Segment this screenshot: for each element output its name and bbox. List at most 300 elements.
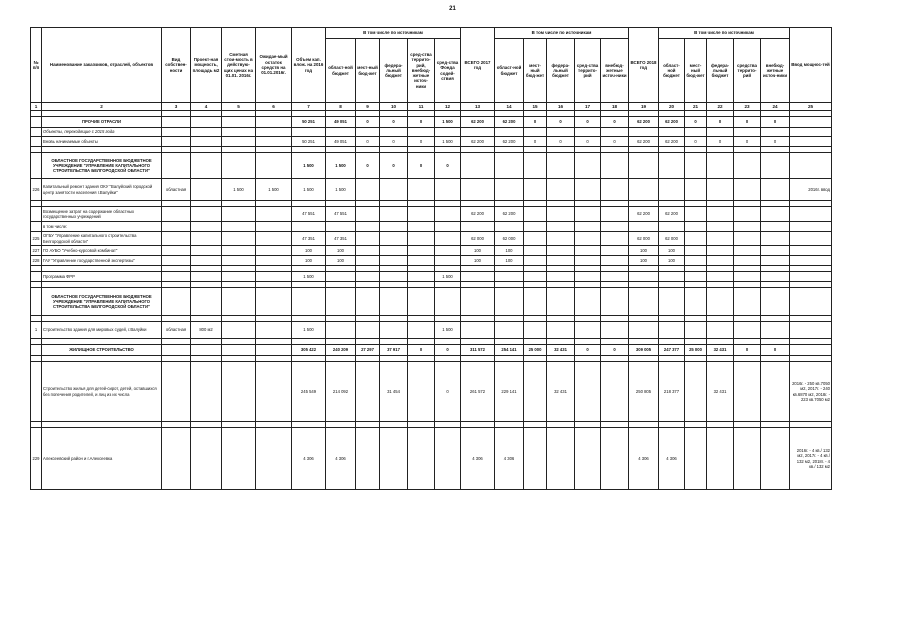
subheader-sub3-3: средства террито-рий	[734, 39, 761, 103]
column-number: 18	[601, 103, 629, 111]
table-row	[31, 322, 832, 339]
subheader-sub1-1: мест-ный бюд-жет	[356, 39, 380, 103]
subheader-sub1-4: сред-ства Фонда содей-ствия	[435, 39, 461, 103]
column-number: 21	[685, 103, 707, 111]
row-cell	[790, 117, 832, 128]
row-cell	[380, 222, 408, 232]
row-cell: 0	[380, 117, 408, 128]
row-cell	[380, 232, 408, 246]
row-cell	[734, 222, 761, 232]
row-cell: 62 200	[629, 137, 659, 147]
row-cell	[435, 428, 461, 490]
row-cell: 218 377	[659, 362, 685, 422]
row-cell: 100	[659, 246, 685, 256]
row-cell	[601, 207, 629, 222]
row-cell: 0	[435, 362, 461, 422]
column-number: 12	[435, 103, 461, 111]
row-cell: 0	[356, 137, 380, 147]
row-cell: 62 200	[461, 137, 495, 147]
row-cell	[790, 137, 832, 147]
row-name: ГАУ "Управление государственной экспертизы"	[42, 256, 162, 266]
row-cell	[162, 232, 191, 246]
row-cell	[162, 222, 191, 232]
col-remaining: Ожидае-мый остаток средств на 01.01.2016г.	[256, 28, 292, 103]
row-cell	[790, 207, 832, 222]
row-cell	[761, 222, 790, 232]
row-number	[31, 128, 42, 137]
row-number: 226	[31, 179, 42, 201]
row-cell	[408, 322, 435, 339]
row-cell: 62 000	[659, 232, 685, 246]
row-cell	[380, 322, 408, 339]
row-cell	[629, 288, 659, 316]
row-cell	[380, 246, 408, 256]
row-cell	[734, 179, 761, 201]
row-cell	[222, 232, 256, 246]
row-cell	[162, 128, 191, 137]
row-cell	[659, 288, 685, 316]
row-cell	[292, 128, 326, 137]
row-name: Алексеевский район и г.Алексеевка	[42, 428, 162, 490]
row-cell	[761, 256, 790, 266]
row-cell	[734, 256, 761, 266]
row-cell	[356, 322, 380, 339]
row-cell	[461, 222, 495, 232]
row-cell: 240 209	[326, 345, 356, 356]
row-cell: 47 551	[292, 207, 326, 222]
row-cell	[734, 362, 761, 422]
row-cell	[191, 362, 222, 422]
row-cell: 1 500	[222, 179, 256, 201]
row-cell	[461, 288, 495, 316]
row-cell	[408, 428, 435, 490]
row-cell	[222, 128, 256, 137]
row-cell	[380, 128, 408, 137]
row-cell: 4 306	[495, 428, 524, 490]
row-cell	[707, 153, 734, 179]
subheader-sub1-2: федера-льный бюджет	[380, 39, 408, 103]
row-cell: 0	[435, 345, 461, 356]
row-cell	[191, 288, 222, 316]
row-cell: 1 500	[435, 117, 461, 128]
row-cell	[524, 153, 547, 179]
row-cell: 0	[707, 137, 734, 147]
row-cell: 4 306	[326, 428, 356, 490]
row-cell	[761, 207, 790, 222]
row-cell	[292, 222, 326, 232]
column-number: 17	[575, 103, 601, 111]
group-sources-2017: В том числе по источникам	[495, 28, 629, 39]
row-cell	[191, 179, 222, 201]
row-name: ГО АУБО "Учебно-курсовой комбинат"	[42, 246, 162, 256]
row-cell	[256, 153, 292, 179]
row-number	[31, 288, 42, 316]
row-cell	[629, 322, 659, 339]
row-cell	[524, 256, 547, 266]
row-name: Объекты, переходящие с 2015 года	[42, 128, 162, 137]
row-cell	[162, 362, 191, 422]
row-cell: 0	[356, 153, 380, 179]
row-cell	[734, 232, 761, 246]
row-cell	[601, 288, 629, 316]
row-cell: 50 251	[292, 137, 326, 147]
row-cell: 62 000	[629, 232, 659, 246]
subheader-sub2-1: мест-ный бюд-жет	[524, 39, 547, 103]
row-cell	[761, 428, 790, 490]
row-cell	[547, 246, 575, 256]
row-cell: 0	[685, 117, 707, 128]
row-cell	[435, 207, 461, 222]
row-number: 229	[31, 428, 42, 490]
row-cell	[222, 137, 256, 147]
row-cell	[734, 288, 761, 316]
row-cell	[629, 128, 659, 137]
row-cell: 100	[629, 246, 659, 256]
row-cell	[707, 322, 734, 339]
row-cell	[524, 272, 547, 282]
col-no: № п/п	[31, 28, 42, 103]
row-cell: 47 351	[326, 232, 356, 246]
row-cell	[659, 128, 685, 137]
row-cell	[659, 322, 685, 339]
row-number: 1	[31, 322, 42, 339]
row-cell	[356, 222, 380, 232]
row-cell	[162, 288, 191, 316]
row-cell	[256, 322, 292, 339]
row-cell	[601, 179, 629, 201]
row-cell	[601, 232, 629, 246]
row-cell	[222, 322, 256, 339]
row-cell: 0	[575, 117, 601, 128]
row-number	[31, 362, 42, 422]
row-cell	[790, 153, 832, 179]
row-cell: 100	[659, 256, 685, 266]
row-cell	[685, 232, 707, 246]
row-cell	[575, 179, 601, 201]
row-cell	[408, 362, 435, 422]
group-sources-2016: В том числе по источникам	[326, 28, 461, 39]
row-cell	[435, 128, 461, 137]
row-cell	[601, 428, 629, 490]
table-row	[31, 345, 832, 356]
row-cell	[524, 179, 547, 201]
row-cell	[575, 322, 601, 339]
row-cell: 0	[524, 137, 547, 147]
column-number: 10	[380, 103, 408, 111]
row-cell	[547, 256, 575, 266]
column-number: 7	[292, 103, 326, 111]
row-cell	[601, 256, 629, 266]
row-cell	[495, 322, 524, 339]
row-cell: 27 297	[356, 345, 380, 356]
table-row	[31, 272, 832, 282]
row-cell	[191, 207, 222, 222]
row-cell	[162, 272, 191, 282]
row-cell	[256, 246, 292, 256]
row-cell	[326, 272, 356, 282]
row-cell	[629, 179, 659, 201]
column-number: 8	[326, 103, 356, 111]
table-row	[31, 153, 832, 179]
row-cell	[408, 128, 435, 137]
row-cell: 1 500	[326, 179, 356, 201]
row-cell	[435, 179, 461, 201]
row-cell	[191, 246, 222, 256]
row-number: 225	[31, 232, 42, 246]
row-cell: 4 306	[659, 428, 685, 490]
row-cell	[222, 288, 256, 316]
row-cell: 0	[380, 137, 408, 147]
row-cell	[191, 117, 222, 128]
table-row	[31, 222, 832, 232]
row-cell	[734, 153, 761, 179]
row-number	[31, 153, 42, 179]
table-row	[31, 288, 832, 316]
column-number: 20	[659, 103, 685, 111]
row-cell: 50 251	[292, 117, 326, 128]
row-cell	[575, 207, 601, 222]
column-number: 4	[191, 103, 222, 111]
column-number: 6	[256, 103, 292, 111]
row-cell	[790, 272, 832, 282]
row-cell: 0	[575, 137, 601, 147]
row-cell	[547, 232, 575, 246]
row-cell: 250 805	[629, 362, 659, 422]
row-cell: 37 917	[380, 345, 408, 356]
row-cell	[707, 222, 734, 232]
row-cell	[162, 428, 191, 490]
row-cell: 245 549	[292, 362, 326, 422]
column-number: 14	[495, 103, 524, 111]
row-cell	[256, 117, 292, 128]
row-name: ОГБУ "Управление капитального строительства Белгородской области"	[42, 232, 162, 246]
row-cell: 0	[601, 137, 629, 147]
row-cell	[685, 256, 707, 266]
row-cell: 100	[292, 246, 326, 256]
row-cell: 309 005	[629, 345, 659, 356]
row-cell: 311 572	[461, 345, 495, 356]
row-cell	[356, 232, 380, 246]
row-cell: 4 306	[292, 428, 326, 490]
row-cell	[524, 246, 547, 256]
row-number	[31, 272, 42, 282]
row-cell	[256, 256, 292, 266]
row-cell	[222, 117, 256, 128]
row-cell	[524, 222, 547, 232]
row-cell	[495, 288, 524, 316]
col-total-2017: ВСЕГО 2017 год	[461, 28, 495, 103]
row-cell: 4 306	[461, 428, 495, 490]
row-cell	[547, 272, 575, 282]
row-cell	[575, 272, 601, 282]
column-number: 25	[790, 103, 832, 111]
row-cell: 25 000	[685, 345, 707, 356]
row-cell	[256, 128, 292, 137]
row-cell: 4 306	[629, 428, 659, 490]
table-row	[31, 232, 832, 246]
row-cell	[601, 222, 629, 232]
row-name: Строительство здания для мировых судей, г.Валуйки	[42, 322, 162, 339]
row-cell	[256, 207, 292, 222]
row-cell	[601, 362, 629, 422]
row-cell	[524, 362, 547, 422]
row-name: Капитальный ремонт здания ОКУ "Валуйский городской центр занятости населения г.Валуйки"	[42, 179, 162, 201]
row-cell	[435, 256, 461, 266]
row-cell	[461, 322, 495, 339]
row-cell	[547, 207, 575, 222]
subheader-sub3-2: федера-льный бюджет	[707, 39, 734, 103]
row-cell	[734, 428, 761, 490]
row-cell	[435, 288, 461, 316]
row-cell	[707, 256, 734, 266]
row-cell	[524, 288, 547, 316]
row-cell: 0	[356, 117, 380, 128]
row-cell: 62 200	[659, 207, 685, 222]
row-cell	[380, 256, 408, 266]
column-number: 13	[461, 103, 495, 111]
row-cell	[685, 322, 707, 339]
row-name: ЖИЛИЩНОЕ СТРОИТЕЛЬСТВО	[42, 345, 162, 356]
row-cell	[761, 322, 790, 339]
row-cell: 100	[629, 256, 659, 266]
row-cell	[408, 256, 435, 266]
col-volume-2016: Объем кап. влож. на 2016 год	[292, 28, 326, 103]
row-cell: 32 431	[547, 345, 575, 356]
row-cell: 1 500	[256, 179, 292, 201]
row-cell: 0	[547, 137, 575, 147]
row-cell: 0	[524, 117, 547, 128]
row-cell	[191, 428, 222, 490]
col-total-2018: ВСЕГО 2018 год	[629, 28, 659, 103]
row-cell	[707, 246, 734, 256]
row-cell: 100	[495, 246, 524, 256]
row-cell	[659, 272, 685, 282]
row-name: ОБЛАСТНОЕ ГОСУДАРСТВЕННОЕ БЮДЖЕТНОЕ УЧРЕЖДЕНИЕ "УПРАВЛЕНИЕ КАПИТАЛЬНОГО СТРОИТЕЛЬСТВА БЕЛГОРОДСКОЙ ОБЛАСТИ"	[42, 153, 162, 179]
row-cell	[356, 128, 380, 137]
row-number	[31, 222, 42, 232]
row-cell: 0	[408, 345, 435, 356]
row-cell	[222, 222, 256, 232]
row-cell	[685, 207, 707, 222]
row-cell	[734, 246, 761, 256]
row-cell	[707, 232, 734, 246]
subheader-sub1-0: област-ной бюджет	[326, 39, 356, 103]
row-cell	[790, 256, 832, 266]
row-cell	[761, 362, 790, 422]
row-cell	[575, 256, 601, 266]
row-cell: 100	[326, 246, 356, 256]
row-cell	[256, 272, 292, 282]
row-cell: 2016г. ввод	[790, 179, 832, 201]
row-cell	[575, 428, 601, 490]
row-cell	[790, 232, 832, 246]
row-cell	[685, 428, 707, 490]
row-cell	[761, 153, 790, 179]
row-cell: 62 200	[629, 207, 659, 222]
row-cell	[435, 222, 461, 232]
row-cell	[575, 232, 601, 246]
row-cell: областная	[162, 322, 191, 339]
subheader-sub2-2: федера-льный бюджет	[547, 39, 575, 103]
row-cell	[761, 272, 790, 282]
row-cell	[761, 179, 790, 201]
col-capacity: Проект-ная мощность, площадь м2	[191, 28, 222, 103]
row-cell: 1 500	[435, 137, 461, 147]
row-cell	[292, 288, 326, 316]
row-cell	[761, 246, 790, 256]
row-cell	[734, 207, 761, 222]
row-cell	[575, 222, 601, 232]
row-cell: 214 092	[326, 362, 356, 422]
row-cell	[356, 179, 380, 201]
row-cell	[495, 128, 524, 137]
row-cell: 62 200	[461, 117, 495, 128]
row-cell	[685, 179, 707, 201]
row-cell	[408, 179, 435, 201]
row-cell: 0	[601, 345, 629, 356]
row-cell: 1 500	[292, 179, 326, 201]
row-name: ПРОЧИЕ ОТРАСЛИ	[42, 117, 162, 128]
table-row	[31, 137, 832, 147]
row-cell: 229 141	[495, 362, 524, 422]
row-cell	[191, 153, 222, 179]
col-type: Вид собствен-ности	[162, 28, 191, 103]
row-name: Программа ФРР	[42, 272, 162, 282]
column-number: 5	[222, 103, 256, 111]
row-cell	[707, 428, 734, 490]
row-cell: 62 200	[495, 207, 524, 222]
row-cell: 1 500	[292, 272, 326, 282]
row-cell	[222, 153, 256, 179]
row-cell: 47 551	[326, 207, 356, 222]
row-cell	[256, 428, 292, 490]
row-cell: 0	[408, 117, 435, 128]
row-cell	[191, 128, 222, 137]
row-cell	[575, 128, 601, 137]
row-cell	[495, 153, 524, 179]
row-cell: 0	[575, 345, 601, 356]
row-cell: 0	[685, 137, 707, 147]
row-cell	[256, 362, 292, 422]
investment-table	[30, 27, 832, 490]
row-cell	[162, 117, 191, 128]
row-cell	[790, 345, 832, 356]
subheader-sub3-1: мест-ный бюд-жет	[685, 39, 707, 103]
row-cell: 0	[601, 117, 629, 128]
row-cell	[495, 222, 524, 232]
row-cell	[461, 153, 495, 179]
row-cell	[659, 222, 685, 232]
row-cell: 62 000	[495, 232, 524, 246]
row-cell	[659, 179, 685, 201]
row-cell: 0	[380, 153, 408, 179]
row-cell: 0	[707, 117, 734, 128]
row-cell	[685, 153, 707, 179]
row-cell: 100	[292, 256, 326, 266]
column-number: 3	[162, 103, 191, 111]
row-cell: 1 500	[435, 272, 461, 282]
row-cell	[222, 272, 256, 282]
row-cell	[734, 128, 761, 137]
table-row	[31, 128, 832, 137]
row-cell	[408, 222, 435, 232]
row-cell	[575, 246, 601, 256]
row-cell	[356, 207, 380, 222]
row-cell: 0	[761, 117, 790, 128]
row-cell	[575, 153, 601, 179]
row-cell	[524, 232, 547, 246]
subheader-sub3-4: внебюд-жетные источ-ники	[761, 39, 790, 103]
